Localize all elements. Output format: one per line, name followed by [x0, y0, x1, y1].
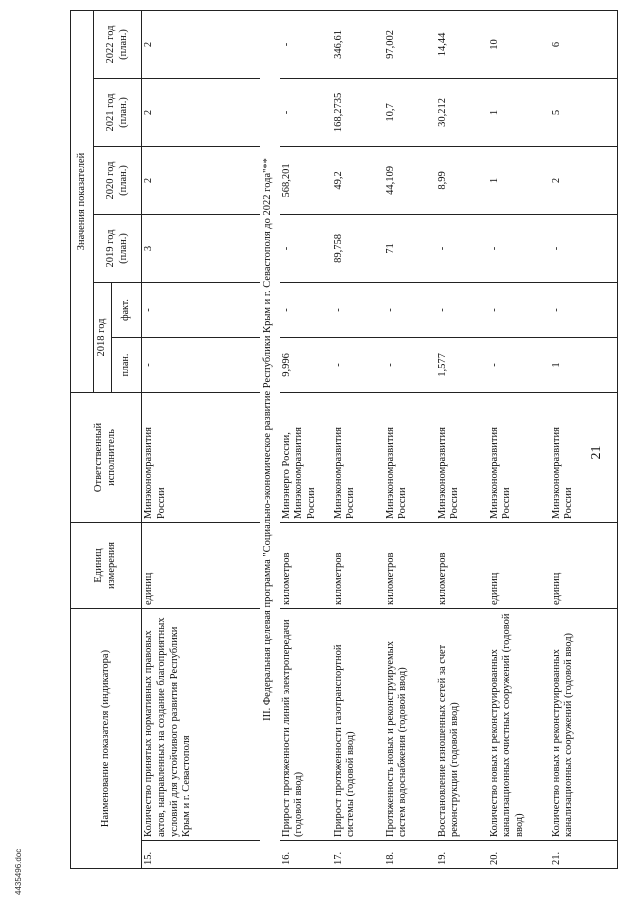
row-number: 15. [142, 841, 260, 869]
plan-2018-cell: 1 [550, 337, 618, 392]
header-name: Наименование показателя (индикатора) [71, 608, 142, 868]
value-2020-cell: 2 [550, 146, 618, 214]
value-2021-cell: - [280, 78, 332, 146]
row-number: 20. [488, 841, 550, 869]
document-id: 4435496.doc [14, 848, 23, 895]
responsible-cell: Минэкономразвития России [488, 392, 550, 522]
row-number: 16. [280, 841, 332, 869]
header-2018-fact: факт. [112, 282, 142, 337]
fact-2018-cell: - [332, 282, 384, 337]
responsible-cell: Минэкономразвития России [142, 392, 260, 522]
value-2020-cell: 568,201 [280, 146, 332, 214]
value-2021-cell: 5 [550, 78, 618, 146]
header-2020: 2020 год (план.) [94, 146, 142, 214]
header-2022: 2022 год (план.) [94, 10, 142, 78]
header-values-group: Значения показателей [71, 10, 94, 392]
value-2021-cell: 30,212 [436, 78, 488, 146]
value-2022-cell: 346,61 [332, 10, 384, 78]
value-2019-cell: 89,758 [332, 214, 384, 282]
plan-2018-cell: 9,996 [280, 337, 332, 392]
value-2021-cell: 1 [488, 78, 550, 146]
value-2022-cell: 6 [550, 10, 618, 78]
row-number: 17. [332, 841, 384, 869]
header-2019: 2019 год (план.) [94, 214, 142, 282]
table-row [332, 10, 384, 868]
value-2019-cell: - [436, 214, 488, 282]
row-number: 21. [550, 841, 618, 869]
plan-2018-cell: 1,577 [436, 337, 488, 392]
row-number: 18. [384, 841, 436, 869]
plan-2018-cell: - [332, 337, 384, 392]
row-number: 19. [436, 841, 488, 869]
table-row [384, 10, 436, 868]
indicator-name: Прирост протяженности линий электропередачи (годовой ввод) [280, 608, 332, 840]
fact-2018-cell: - [436, 282, 488, 337]
indicator-name: Прирост протяженности газотранспортной системы (годовой ввод) [332, 608, 384, 840]
value-2020-cell: 8,99 [436, 146, 488, 214]
value-2022-cell: - [280, 10, 332, 78]
value-2019-cell: - [488, 214, 550, 282]
value-2020-cell: 49,2 [332, 146, 384, 214]
responsible-cell: Минэнерго России, Минэкономразвития России [280, 392, 332, 522]
fact-2018-cell: - [384, 282, 436, 337]
plan-2018-cell: - [384, 337, 436, 392]
plan-2018-cell: - [142, 337, 260, 392]
table-row [436, 10, 488, 868]
table-row [488, 10, 550, 868]
fact-2018-cell: - [280, 282, 332, 337]
header-2018-plan: план. [112, 337, 142, 392]
value-2022-cell: 2 [142, 10, 260, 78]
indicator-name: Количество новых и реконструированных канализационных сооружений (годовой ввод) [550, 608, 618, 840]
value-2020-cell: 44,109 [384, 146, 436, 214]
value-2020-cell: 1 [488, 146, 550, 214]
value-2020-cell: 2 [142, 146, 260, 214]
value-2022-cell: 14,44 [436, 10, 488, 78]
plan-2018-cell: - [488, 337, 550, 392]
header-responsible: Ответственный исполнитель [71, 392, 142, 522]
fact-2018-cell: - [550, 282, 618, 337]
indicator-name: Восстановление изношенных сетей за счет реконструкции (годовой ввод) [436, 608, 488, 840]
unit-cell: единиц [488, 522, 550, 608]
table-row [142, 10, 260, 868]
responsible-cell: Минэкономразвития России [332, 392, 384, 522]
value-2022-cell: 10 [488, 10, 550, 78]
value-2019-cell: 3 [142, 214, 260, 282]
header-2018: 2018 год [94, 282, 112, 392]
section-row [260, 10, 280, 868]
indicator-name: Количество новых и реконструированных канализационных очистных сооружений (годовой ввод) [488, 608, 550, 840]
responsible-cell: Минэкономразвития России [436, 392, 488, 522]
responsible-cell: Минэкономразвития России [384, 392, 436, 522]
value-2021-cell: 2 [142, 78, 260, 146]
header-unit: Единиц измерения [71, 522, 142, 608]
value-2022-cell: 97,002 [384, 10, 436, 78]
table-row [550, 10, 618, 868]
value-2019-cell: - [550, 214, 618, 282]
unit-cell: километров [384, 522, 436, 608]
value-2021-cell: 10,7 [384, 78, 436, 146]
header-2021: 2021 год (план.) [94, 78, 142, 146]
unit-cell: километров [280, 522, 332, 608]
indicator-name: Количество принятых нормативных правовых актов, направленных на создание благоприятных условий для устойчивого развития Республики Крым и г. Севастополя [142, 608, 260, 840]
responsible-cell: Минэкономразвития России [550, 392, 618, 522]
table-row [280, 10, 332, 868]
indicator-name: Протяженность новых и реконструируемых систем водоснабжения (годовой ввод) [384, 608, 436, 840]
unit-cell: единиц [550, 522, 618, 608]
unit-cell: единиц [142, 522, 260, 608]
section-title: III. Федеральная целевая программа "Социально-экономическое развитие Республики Крым и г. Севастополя до 2022 года"** [260, 10, 280, 868]
fact-2018-cell: - [142, 282, 260, 337]
unit-cell: километров [436, 522, 488, 608]
unit-cell: километров [332, 522, 384, 608]
value-2019-cell: 71 [384, 214, 436, 282]
indicators-table [70, 10, 618, 869]
value-2021-cell: 168,2735 [332, 78, 384, 146]
page-number: 21 [589, 445, 604, 460]
fact-2018-cell: - [488, 282, 550, 337]
value-2019-cell: - [280, 214, 332, 282]
